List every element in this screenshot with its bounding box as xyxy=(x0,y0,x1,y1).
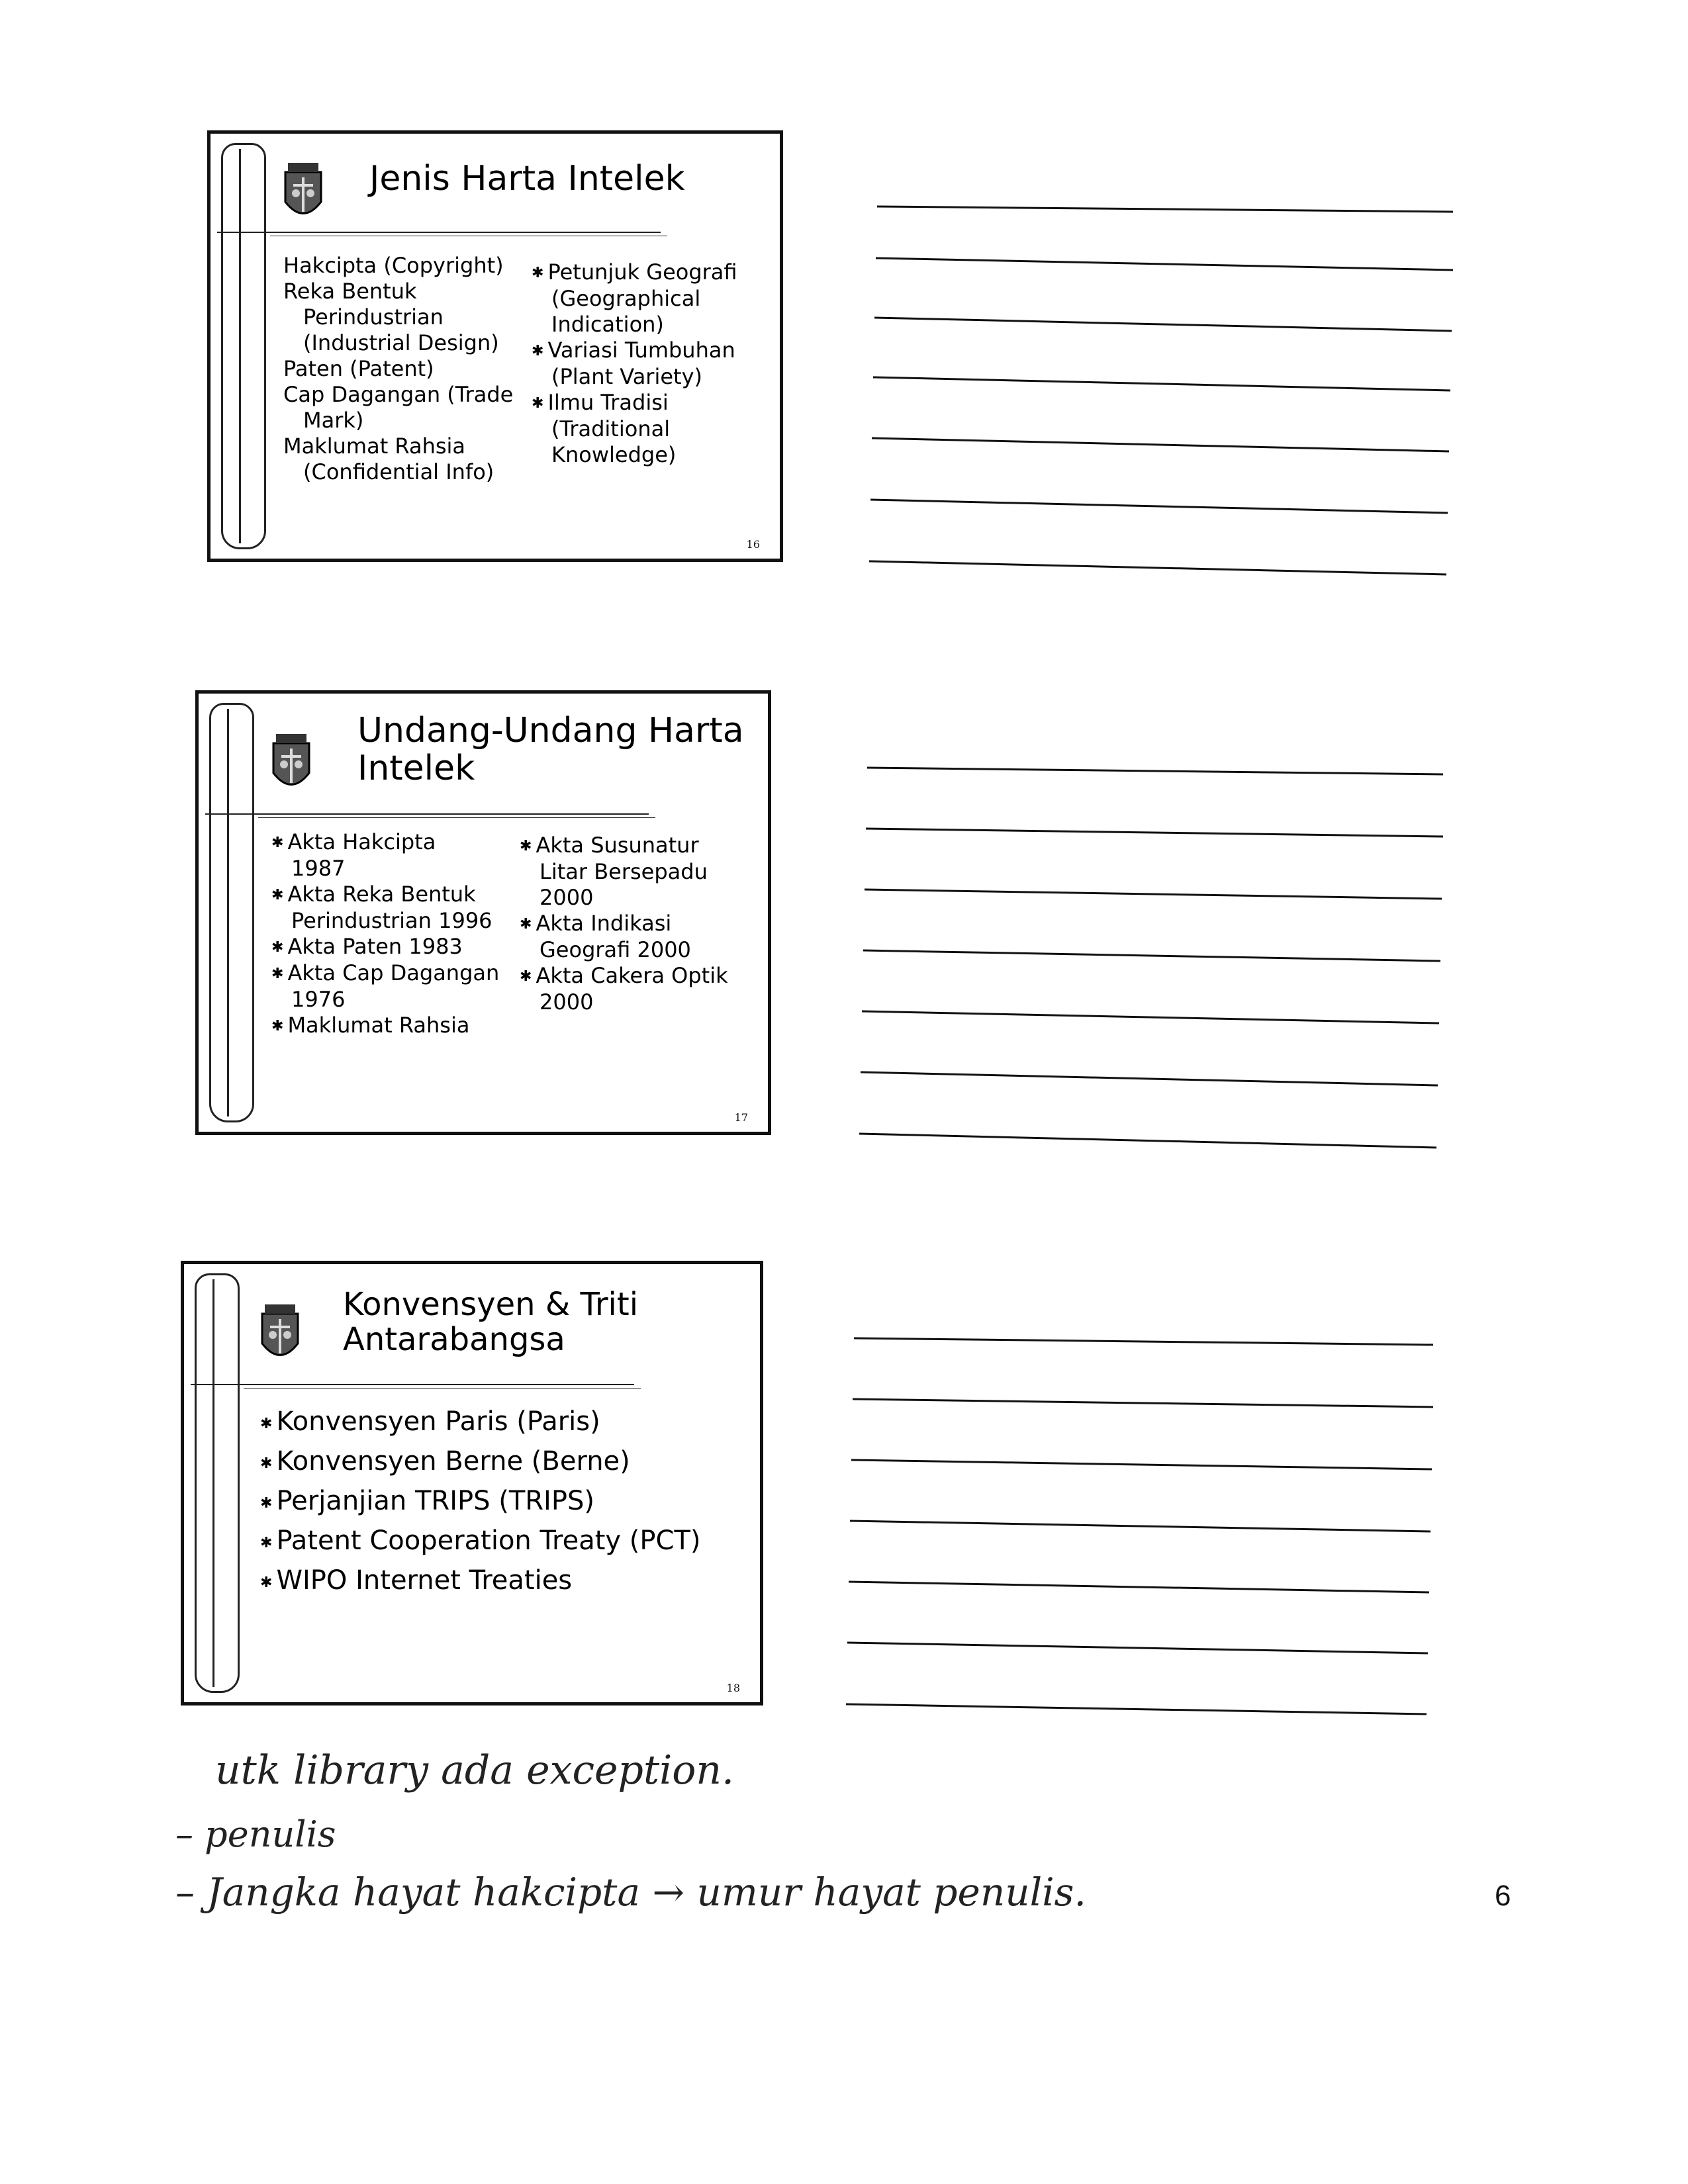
handwritten-note: – Jangka hayat hakcipta → umur hayat penulis. xyxy=(175,1870,1086,1915)
slide-title xyxy=(357,712,744,788)
list-item: ✱ Maklumat Rahsia xyxy=(271,1013,499,1039)
list-item: ✱ Akta Cakera Optik xyxy=(520,963,728,989)
notes-lines-18 xyxy=(841,1330,1443,1741)
list-item: ✱ Konvensyen Paris (Paris) xyxy=(260,1403,701,1443)
list-item: ✱ Akta Indikasi xyxy=(520,911,728,937)
list-item: ✱ Patent Cooperation Treaty (PCT) xyxy=(260,1522,701,1562)
list-item: (Industrial Design) xyxy=(303,330,499,355)
list-item: 2000 xyxy=(539,989,594,1015)
title-rule xyxy=(191,1382,641,1388)
list-item: Mark) xyxy=(303,408,364,433)
title-line: Konvensyen & Triti xyxy=(343,1286,639,1323)
notes-lines-17 xyxy=(854,760,1450,1170)
list-item: 1987 xyxy=(291,856,346,881)
slide-17 xyxy=(195,690,771,1135)
list-item: Knowledge) xyxy=(551,442,677,467)
title-line: Undang-Undang Harta xyxy=(357,711,744,751)
left-column xyxy=(283,253,513,485)
title-rule xyxy=(217,230,667,236)
list-item: Hakcipta (Copyright) xyxy=(283,253,504,278)
list-item: ✱ Akta Cap Dagangan xyxy=(271,960,499,987)
list-item: (Geographical xyxy=(551,286,701,311)
list-item: Paten (Patent) xyxy=(283,356,434,381)
slide-16 xyxy=(207,130,783,562)
list-item: Geografi 2000 xyxy=(539,937,691,962)
scroll-ornament xyxy=(209,703,254,1122)
title-line: Antarabangsa xyxy=(343,1320,565,1358)
list-item: Cap Dagangan (Trade xyxy=(283,382,514,407)
list-item: ✱ Akta Hakcipta xyxy=(271,829,499,856)
handwritten-note: utk library ada exception. xyxy=(215,1747,735,1794)
slide-number: 16 xyxy=(746,538,760,551)
crest-icon xyxy=(280,159,326,232)
scroll-ornament xyxy=(221,143,266,549)
list-item: Litar Bersepadu xyxy=(539,859,708,884)
title-line: Jenis Harta Intelek xyxy=(369,159,685,199)
slide-number: 18 xyxy=(726,1682,740,1694)
crest-icon xyxy=(257,1300,303,1373)
right-column xyxy=(520,833,728,1015)
slide-number: 17 xyxy=(734,1111,748,1124)
list-item: 2000 xyxy=(539,885,594,910)
slide-title xyxy=(343,1287,638,1357)
left-column xyxy=(271,829,499,1039)
list-item: Maklumat Rahsia xyxy=(283,433,466,459)
list-item: Perindustrian xyxy=(303,304,444,330)
handwritten-note: – penulis xyxy=(175,1813,336,1855)
slide-title xyxy=(369,160,685,198)
list-item: ✱ Akta Susunatur xyxy=(520,833,728,859)
list-item: ✱ WIPO Internet Treaties xyxy=(260,1562,701,1602)
right-column xyxy=(532,259,737,468)
list-item: ✱ Ilmu Tradisi xyxy=(532,390,737,416)
page-number: 6 xyxy=(1495,1880,1511,1912)
title-rule xyxy=(205,811,655,818)
slide-18 xyxy=(181,1261,763,1706)
list-item: ✱ Akta Reka Bentuk xyxy=(271,882,499,908)
title-line: Intelek xyxy=(357,749,475,789)
crest-icon xyxy=(268,730,314,803)
list-item: ✱ Variasi Tumbuhan xyxy=(532,338,737,364)
list-item: (Plant Variety) xyxy=(551,364,702,389)
list-item: ✱ Konvensyen Berne (Berne) xyxy=(260,1443,701,1482)
list-item: 1976 xyxy=(291,987,346,1012)
list-item: Perindustrian 1996 xyxy=(291,908,492,933)
notes-lines-16 xyxy=(864,199,1460,596)
list-item: ✱ Petunjuk Geografi xyxy=(532,259,737,286)
list-item: (Traditional xyxy=(551,416,671,441)
list-item: Reka Bentuk xyxy=(283,279,417,304)
item-list xyxy=(260,1403,701,1602)
list-item: ✱ Perjanjian TRIPS (TRIPS) xyxy=(260,1482,701,1522)
list-item: ✱ Akta Paten 1983 xyxy=(271,934,499,960)
scroll-ornament xyxy=(195,1273,240,1693)
list-item: Indication) xyxy=(551,312,664,337)
list-item: (Confidential Info) xyxy=(303,459,494,484)
